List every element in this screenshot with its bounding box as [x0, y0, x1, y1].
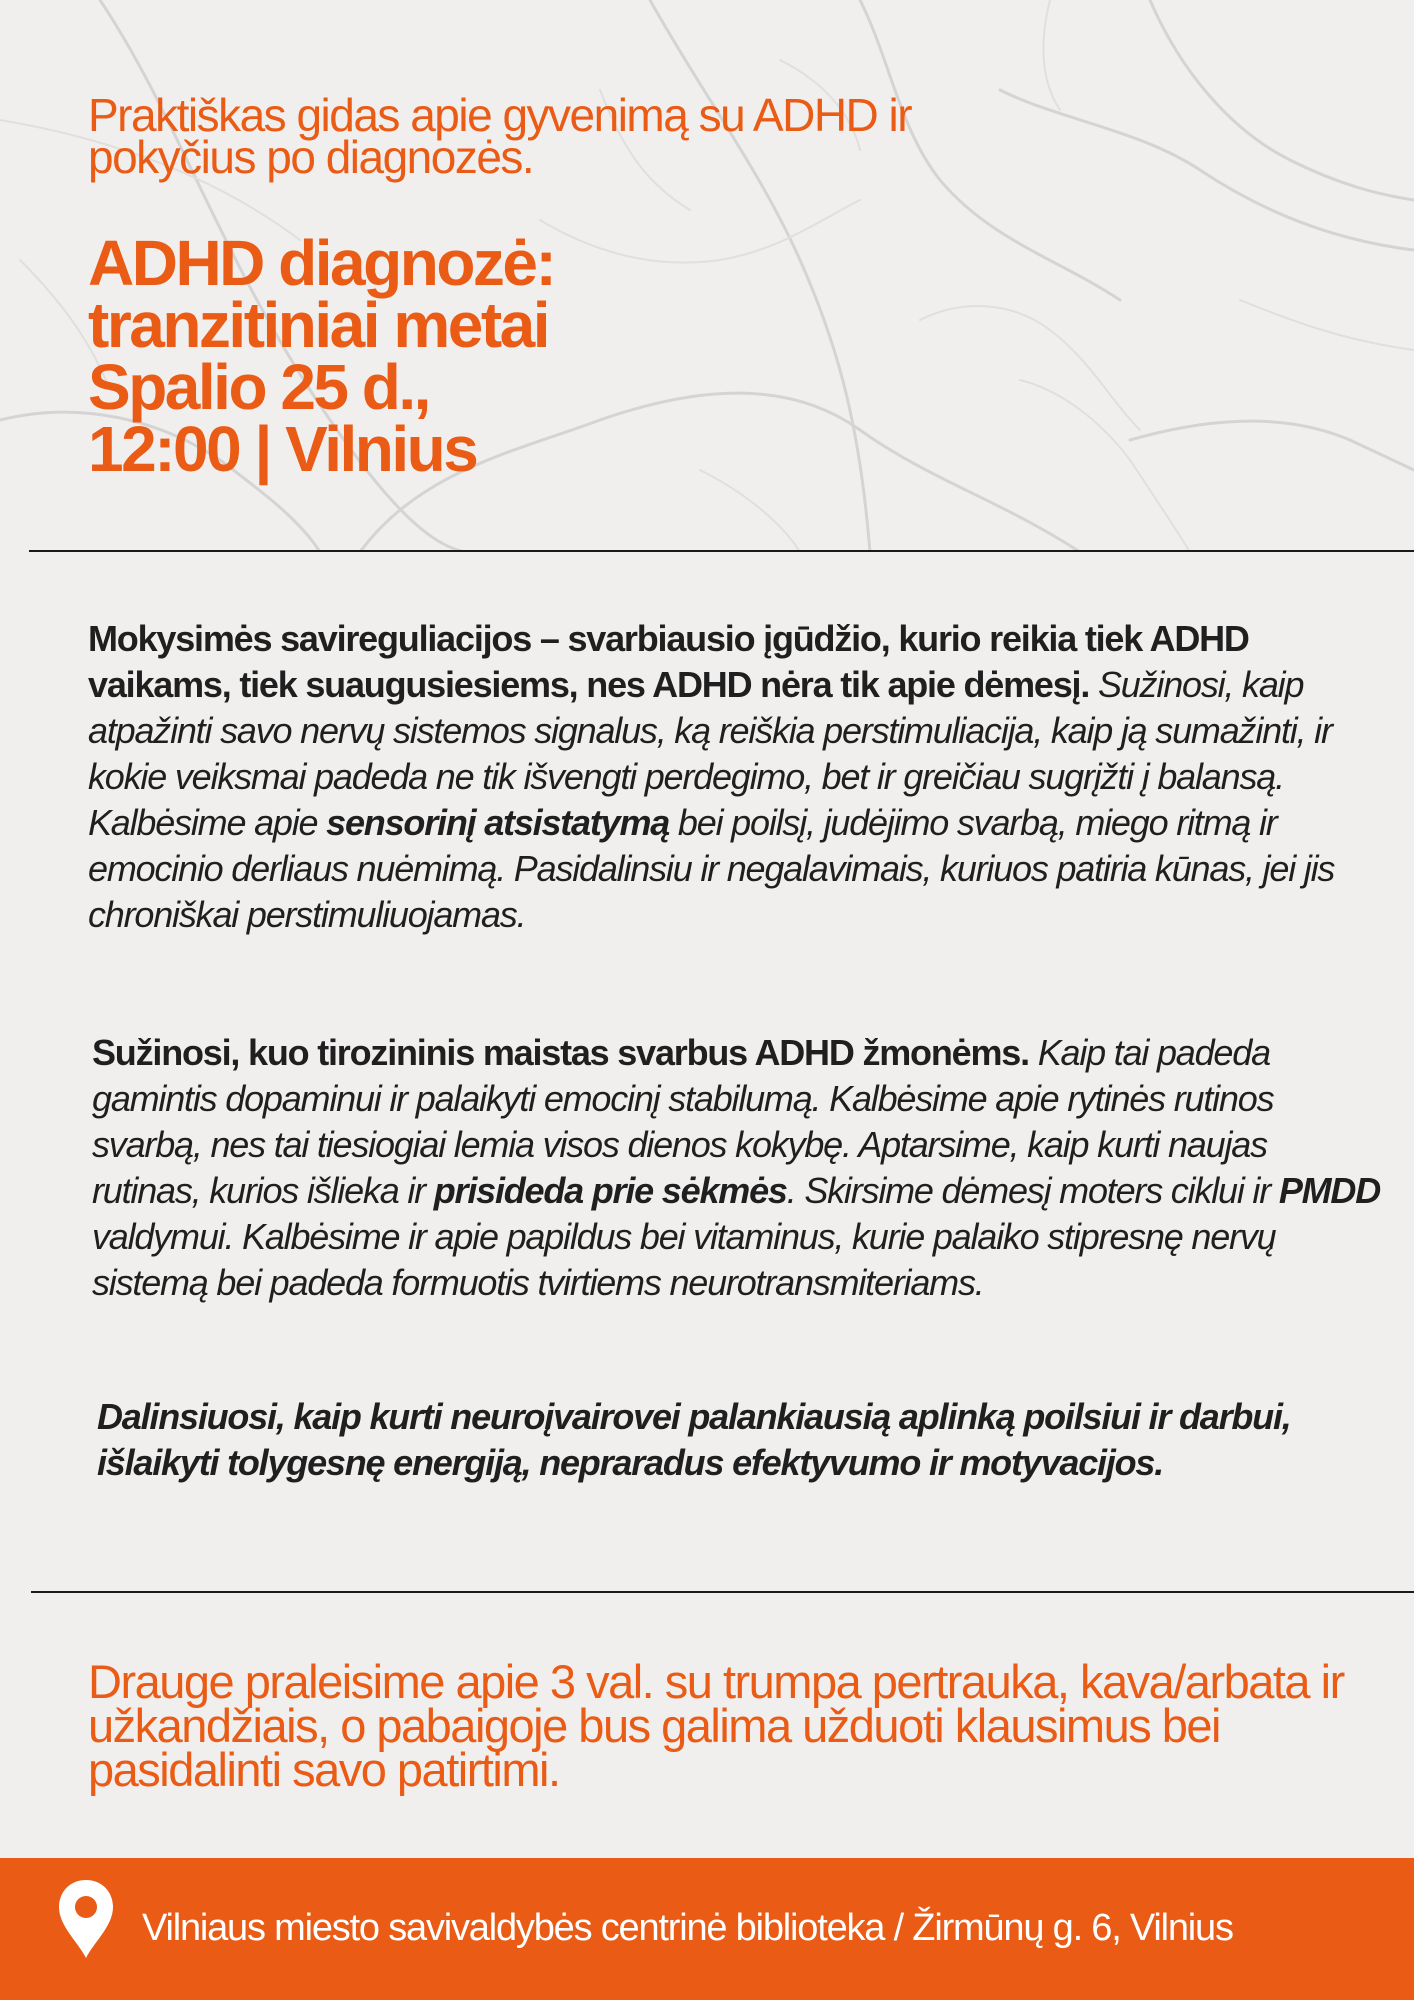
paragraph-text: . Skirsime dėmesį moters ciklui ir — [786, 1170, 1279, 1211]
paragraph-text: bei poilsį, judėjimo svarbą, miego ritmą ir emocinio derliaus nuėmimą. Pasidalinsiu ir negalavimais, kuriuos patiria kūnas, jei jis chroniškai perstimuliuojamas. — [88, 802, 1335, 935]
paragraph-emphasis: PMDD — [1278, 1170, 1381, 1211]
paragraph-emphasis: Dalinsiuosi, kaip kurti neuroįvairovei palankiausią aplinką poilsiui ir darbui, išlaikyti tolygesnę energiją, nepraradus efektyvumo ir motyvacijos. — [97, 1396, 1291, 1483]
description-paragraph-1 — [88, 616, 1378, 938]
paragraph-emphasis: sensorinį atsistatymą — [326, 802, 670, 843]
title-line: ADHD diagnozė: — [88, 227, 555, 299]
paragraph-text: Kaip tai padeda gamintis dopaminui ir palaikyti emocinį stabilumą. Kalbėsime apie rytinės rutinos svarbą, nes tai tiesiogiai lemia visos dienos kokybę. Aptarsime, kaip kurti naujas rutinas, kurios išlieka ir — [92, 1032, 1274, 1211]
description-paragraph-2 — [92, 1030, 1382, 1306]
closing-note: Drauge praleisime apie 3 val. su trumpa pertrauka, kava/arbata ir užkandžiais, o pabaigoje bus galima užduoti klausimus bei pasidalinti savo patirtimi. — [88, 1655, 1344, 1796]
footer-bar — [0, 1858, 1414, 2000]
paragraph-text: Sužinosi, kaip atpažinti savo nervų sistemos signalus, ką reiškia perstimuliacija, kaip ją sumažinti, ir kokie veiksmai padeda ne tik išvengti perdegimo, bet ir greičiau sugrįžti į balansą. Kalbėsime apie — [88, 664, 1332, 843]
location-pin-icon — [56, 1878, 116, 1960]
event-title — [88, 227, 988, 485]
description-paragraph-3 — [97, 1394, 1367, 1486]
paragraph-lead: Mokysimės savireguliacijos – svarbiausio įgūdžio, kurio reikia tiek ADHD vaikams, tiek suaugusiesiems, nes ADHD nėra tik apie dėmesį. — [88, 618, 1249, 705]
paragraph-emphasis: prisideda prie sėkmės — [433, 1170, 787, 1211]
venue-address: Vilniaus miesto savivaldybės centrinė biblioteka / Žirmūnų g. 6, Vilnius — [142, 1907, 1233, 1949]
paragraph-text: valdymui. Kalbėsime ir apie papildus bei vitaminus, kurie palaiko stipresnę nervų sistemą bei padeda formuotis tvirtiems neurotransmiteriams. — [92, 1216, 1276, 1303]
title-line: 12:00 | Vilnius — [88, 413, 477, 485]
divider-top — [29, 550, 1414, 552]
title-line: Spalio 25 d., — [88, 351, 429, 423]
title-line: tranzitiniai metai — [88, 289, 548, 361]
event-subtitle: Praktiškas gidas apie gyvenimą su ADHD ir pokyčius po diagnozės. — [88, 89, 912, 183]
paragraph-lead: Sužinosi, kuo tirozininis maistas svarbus ADHD žmonėms. — [92, 1032, 1029, 1073]
divider-bottom — [31, 1591, 1414, 1593]
